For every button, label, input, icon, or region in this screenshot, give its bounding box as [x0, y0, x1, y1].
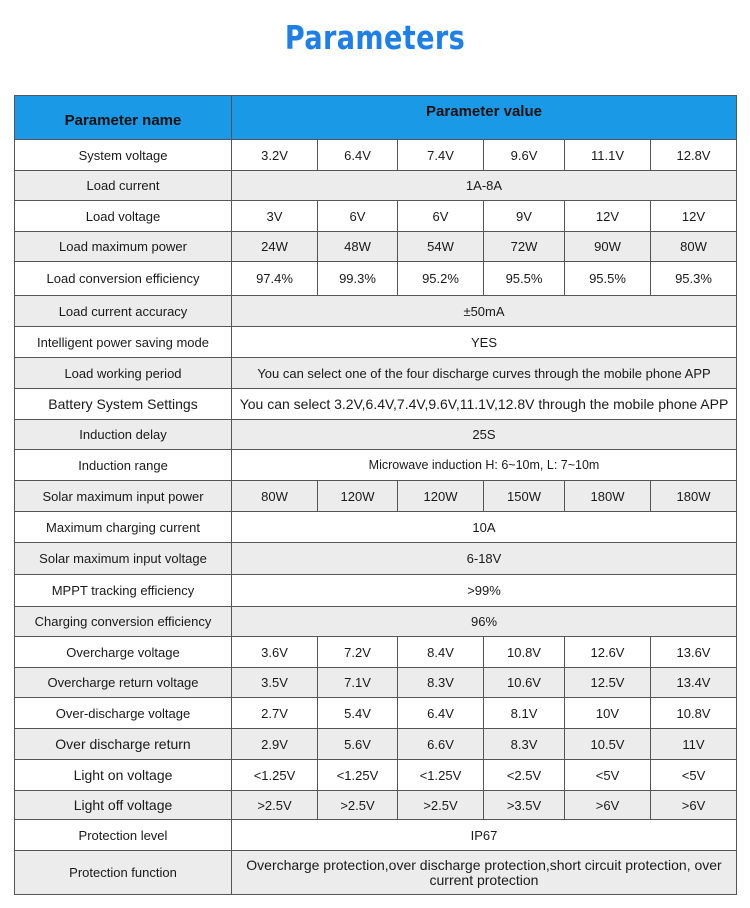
parameter-value-cell: 6V	[398, 201, 484, 232]
header-parameter-value: Parameter value	[232, 96, 737, 140]
parameter-value-cell: 180W	[651, 481, 737, 512]
table-row	[15, 820, 737, 851]
parameter-value-cell: 48W	[318, 232, 398, 262]
parameter-name-cell: Load maximum power	[15, 232, 232, 262]
parameter-value-cell: 120W	[398, 481, 484, 512]
table-body	[15, 140, 737, 895]
table-row	[15, 791, 737, 820]
table-row	[15, 140, 737, 171]
parameter-value-cell: 80W	[651, 232, 737, 262]
parameter-value-cell: Microwave induction H: 6~10m, L: 7~10m	[232, 450, 737, 481]
parameter-value-cell: 7.4V	[398, 140, 484, 171]
parameter-name-cell: Overcharge return voltage	[15, 668, 232, 698]
parameter-name-cell: Load working period	[15, 358, 232, 389]
parameter-value-cell: 1A-8A	[232, 171, 737, 201]
parameter-name-cell: Light on voltage	[15, 760, 232, 791]
parameter-value-cell: 8.4V	[398, 637, 484, 668]
parameter-value-cell: 7.1V	[318, 668, 398, 698]
parameter-value-cell: 10.6V	[484, 668, 565, 698]
parameters-table	[14, 95, 737, 895]
parameter-value-cell: 80W	[232, 481, 318, 512]
parameter-value-cell: <2.5V	[484, 760, 565, 791]
table-row	[15, 389, 737, 420]
parameter-value-cell: 24W	[232, 232, 318, 262]
parameter-value-cell: 10.8V	[651, 698, 737, 729]
parameter-value-cell: >2.5V	[318, 791, 398, 820]
parameter-value-cell: 6.4V	[398, 698, 484, 729]
parameter-value-cell: 95.5%	[484, 262, 565, 296]
parameter-name-cell: System voltage	[15, 140, 232, 171]
parameter-value-cell: 2.7V	[232, 698, 318, 729]
table-row	[15, 420, 737, 450]
parameter-value-cell: 72W	[484, 232, 565, 262]
parameter-name-cell: Load current accuracy	[15, 296, 232, 327]
table-row	[15, 327, 737, 358]
table-row	[15, 637, 737, 668]
parameter-value-cell: 5.4V	[318, 698, 398, 729]
parameter-name-cell: Solar maximum input power	[15, 481, 232, 512]
table-header-row	[15, 96, 737, 140]
parameter-value-cell: 12V	[651, 201, 737, 232]
table-row	[15, 232, 737, 262]
parameter-value-cell: 11V	[651, 729, 737, 760]
parameter-value-cell: <1.25V	[398, 760, 484, 791]
parameter-value-cell: >99%	[232, 575, 737, 607]
parameter-name-cell: Intelligent power saving mode	[15, 327, 232, 358]
parameter-value-cell: 99.3%	[318, 262, 398, 296]
parameter-value-cell: 8.3V	[484, 729, 565, 760]
parameter-value-cell: 12.8V	[651, 140, 737, 171]
parameter-value-cell: >6V	[565, 791, 651, 820]
table-row	[15, 262, 737, 296]
header-parameter-name: Parameter name	[15, 96, 232, 140]
parameter-value-cell: 10V	[565, 698, 651, 729]
parameter-value-cell: >2.5V	[232, 791, 318, 820]
parameter-value-cell: 2.9V	[232, 729, 318, 760]
parameter-value-cell: 13.6V	[651, 637, 737, 668]
parameter-value-cell: >2.5V	[398, 791, 484, 820]
parameter-value-cell: >6V	[651, 791, 737, 820]
parameter-name-cell: Load current	[15, 171, 232, 201]
parameter-value-cell: 9.6V	[484, 140, 565, 171]
table-row	[15, 575, 737, 607]
parameter-value-cell: 12.6V	[565, 637, 651, 668]
parameter-value-cell: 3V	[232, 201, 318, 232]
parameter-value-cell: IP67	[232, 820, 737, 851]
parameter-value-cell: 6-18V	[232, 543, 737, 575]
parameter-value-cell: 96%	[232, 607, 737, 637]
parameter-name-cell: MPPT tracking efficiency	[15, 575, 232, 607]
parameter-value-cell: >3.5V	[484, 791, 565, 820]
parameter-value-cell: 6.4V	[318, 140, 398, 171]
table-row	[15, 607, 737, 637]
parameter-value-cell: 10.5V	[565, 729, 651, 760]
parameter-value-cell: 95.5%	[565, 262, 651, 296]
parameter-value-cell: You can select 3.2V,6.4V,7.4V,9.6V,11.1V,12.8V through the mobile phone APP	[232, 389, 737, 420]
parameter-value-cell: Overcharge protection,over discharge protection,short circuit protection, over current protection	[232, 851, 737, 895]
parameter-value-cell: 97.4%	[232, 262, 318, 296]
parameter-value-cell: You can select one of the four discharge curves through the mobile phone APP	[232, 358, 737, 389]
table-row	[15, 512, 737, 543]
table-row	[15, 851, 737, 895]
parameter-value-cell: 6V	[318, 201, 398, 232]
parameter-name-cell: Over discharge return	[15, 729, 232, 760]
parameter-value-cell: 12.5V	[565, 668, 651, 698]
parameter-value-cell: 120W	[318, 481, 398, 512]
parameter-value-cell: 3.6V	[232, 637, 318, 668]
parameter-value-cell: 180W	[565, 481, 651, 512]
parameter-name-cell: Maximum charging current	[15, 512, 232, 543]
parameter-name-cell: Protection level	[15, 820, 232, 851]
parameter-value-cell: 150W	[484, 481, 565, 512]
parameter-value-cell: 3.5V	[232, 668, 318, 698]
parameter-value-cell: 8.3V	[398, 668, 484, 698]
parameter-value-cell: 8.1V	[484, 698, 565, 729]
parameter-name-cell: Solar maximum input voltage	[15, 543, 232, 575]
table-row	[15, 481, 737, 512]
parameter-value-cell: 13.4V	[651, 668, 737, 698]
parameter-value-cell: 11.1V	[565, 140, 651, 171]
table-row	[15, 201, 737, 232]
table-row	[15, 450, 737, 481]
parameter-value-cell: 10.8V	[484, 637, 565, 668]
table-row	[15, 668, 737, 698]
table-row	[15, 729, 737, 760]
parameter-value-cell: 10A	[232, 512, 737, 543]
table-row	[15, 358, 737, 389]
parameter-name-cell: Overcharge voltage	[15, 637, 232, 668]
parameter-value-cell: 12V	[565, 201, 651, 232]
parameter-value-cell: 9V	[484, 201, 565, 232]
table-row	[15, 543, 737, 575]
parameter-value-cell: ±50mA	[232, 296, 737, 327]
parameter-name-cell: Protection function	[15, 851, 232, 895]
parameter-value-cell: <1.25V	[318, 760, 398, 791]
parameter-value-cell: 25S	[232, 420, 737, 450]
parameter-value-cell: 5.6V	[318, 729, 398, 760]
parameter-value-cell: <5V	[565, 760, 651, 791]
parameter-value-cell: <5V	[651, 760, 737, 791]
parameter-name-cell: Induction range	[15, 450, 232, 481]
table-row	[15, 171, 737, 201]
parameter-name-cell: Charging conversion efficiency	[15, 607, 232, 637]
table-row	[15, 698, 737, 729]
parameter-value-cell: 90W	[565, 232, 651, 262]
parameter-name-cell: Induction delay	[15, 420, 232, 450]
parameter-value-cell: 6.6V	[398, 729, 484, 760]
page-title: Parameters	[284, 18, 466, 57]
table-row	[15, 760, 737, 791]
table-row	[15, 296, 737, 327]
parameter-value-cell: 7.2V	[318, 637, 398, 668]
parameter-name-cell: Battery System Settings	[15, 389, 232, 420]
parameter-value-cell: 3.2V	[232, 140, 318, 171]
parameter-name-cell: Load conversion efficiency	[15, 262, 232, 296]
parameter-value-cell: 54W	[398, 232, 484, 262]
parameter-value-cell: YES	[232, 327, 737, 358]
parameter-name-cell: Load voltage	[15, 201, 232, 232]
parameter-name-cell: Light off voltage	[15, 791, 232, 820]
parameter-value-cell: 95.3%	[651, 262, 737, 296]
parameter-value-cell: 95.2%	[398, 262, 484, 296]
parameter-value-cell: <1.25V	[232, 760, 318, 791]
parameter-name-cell: Over-discharge voltage	[15, 698, 232, 729]
